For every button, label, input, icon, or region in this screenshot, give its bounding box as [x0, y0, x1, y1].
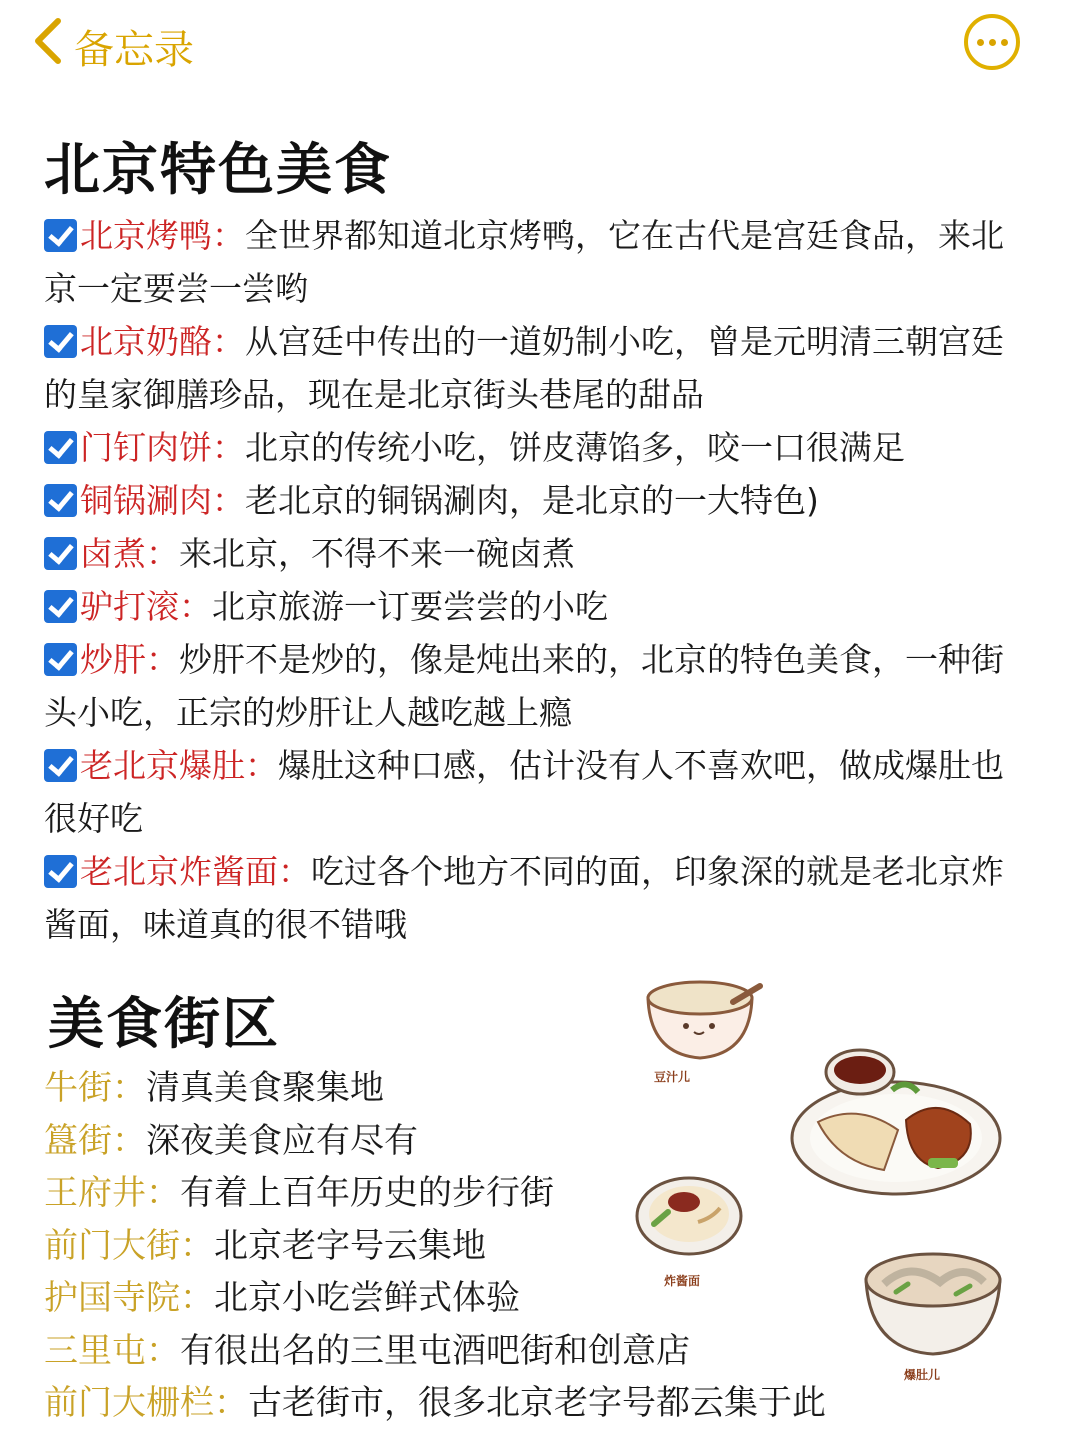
food-desc: 吃过各个地方不同的面，印象深的就是老北京炸酱面，味道真的很不错哦 [44, 852, 1004, 944]
street-name: 护国寺院： [44, 1278, 214, 1318]
checkbox-checked-icon[interactable] [44, 484, 77, 517]
checkbox-checked-icon[interactable] [44, 219, 77, 252]
food-desc: 老北京的铜锅涮肉，是北京的一大特色) [245, 481, 819, 520]
street-name: 三里屯： [44, 1330, 180, 1371]
food-desc: 北京的传统小吃，饼皮薄馅多，咬一口很满足 [245, 428, 905, 467]
douzhier-label: 豆汁儿 [654, 1070, 691, 1084]
street-desc: 北京小吃尝鲜式体验 [214, 1278, 520, 1318]
food-desc: 来北京，不得不来一碗卤煮 [179, 534, 575, 573]
street-row [44, 1115, 904, 1168]
street-desc: 古老街市，很多北京老字号都云集于此 [248, 1383, 826, 1423]
zhajiangmian-bowl-illustration [634, 1172, 744, 1288]
food-name: 门钉肉饼： [80, 428, 245, 467]
food-desc: 北京旅游一订要尝尝的小吃 [212, 587, 608, 626]
street-desc: 北京老字号云集地 [214, 1225, 486, 1266]
roast-duck-plate-illustration [788, 1042, 1004, 1198]
street-desc: 深夜美食应有尽有 [146, 1120, 418, 1161]
checklist-item [44, 421, 1004, 474]
checklist-item [44, 845, 1004, 951]
checkbox-checked-icon[interactable] [44, 325, 77, 358]
checklist-item [44, 209, 1004, 315]
food-name: 驴打滚： [80, 587, 212, 626]
checkbox-checked-icon[interactable] [44, 749, 77, 782]
douzhier-bowl-illustration [638, 966, 768, 1086]
street-row [44, 1377, 904, 1430]
food-name: 老北京爆肚： [80, 746, 278, 785]
street-desc: 有很出名的三里屯酒吧街和创意店 [180, 1330, 690, 1371]
street-row [44, 1167, 904, 1220]
more-icon [977, 39, 984, 46]
checklist-item [44, 739, 1004, 845]
food-name: 炒肝： [80, 640, 179, 679]
street-row [44, 1062, 904, 1115]
food-name: 北京烤鸭： [80, 216, 245, 255]
section-title-food: 北京特色美食 [44, 138, 392, 203]
checklist-item [44, 580, 1004, 633]
street-name: 王府井： [44, 1173, 180, 1213]
street-name: 前门大街： [44, 1225, 214, 1266]
checkbox-checked-icon[interactable] [44, 431, 77, 464]
checklist-item [44, 474, 1004, 527]
nav-bar [0, 0, 1080, 95]
back-button[interactable] [30, 14, 194, 78]
food-desc: 爆肚这种口感，估计没有人不喜欢吧，做成爆肚也很好吃 [44, 746, 1004, 838]
checkbox-checked-icon[interactable] [44, 643, 77, 676]
checkbox-checked-icon[interactable] [44, 537, 77, 570]
chevron-left-icon [30, 17, 64, 75]
checkbox-checked-icon[interactable] [44, 855, 77, 888]
food-desc: 从宫廷中传出的一道奶制小吃，曾是元明清三朝宫廷的皇家御膳珍品，现在是北京街头巷尾的甜品 [44, 322, 1004, 414]
street-name: 簋街： [44, 1120, 146, 1161]
street-desc: 清真美食聚集地 [146, 1068, 384, 1108]
food-checklist [44, 209, 1004, 951]
checklist-item [44, 633, 1004, 739]
food-name: 铜锅涮肉： [80, 481, 245, 520]
more-options-button[interactable] [964, 14, 1020, 70]
street-desc: 有着上百年历史的步行街 [180, 1173, 554, 1213]
baoduer-label: 爆肚儿 [904, 1368, 941, 1382]
checkbox-checked-icon[interactable] [44, 590, 77, 623]
food-name: 北京奶酪： [80, 322, 245, 361]
street-row [44, 1220, 904, 1273]
section-title-streets: 美食街区 [48, 992, 280, 1057]
street-name: 前门大栅栏： [44, 1383, 248, 1423]
back-label: 备忘录 [74, 26, 194, 73]
food-desc: 全世界都知道北京烤鸭，它在古代是宫廷食品，来北京一定要尝一尝哟 [44, 216, 1004, 308]
checklist-item [44, 315, 1004, 421]
food-name: 卤煮： [80, 534, 179, 573]
food-desc: 炒肝不是炒的，像是炖出来的，北京的特色美食，一种街头小吃，正宗的炒肝让人越吃越上瘾 [44, 640, 1004, 732]
street-name: 牛街： [44, 1068, 146, 1108]
street-row [44, 1272, 904, 1325]
street-row [44, 1325, 904, 1378]
checklist-item [44, 527, 1004, 580]
food-name: 老北京炸酱面： [80, 852, 311, 891]
zhajiangmian-label: 炸酱面 [664, 1274, 701, 1288]
baoduer-bowl-illustration [860, 1240, 1006, 1390]
food-street-list [44, 1062, 904, 1430]
